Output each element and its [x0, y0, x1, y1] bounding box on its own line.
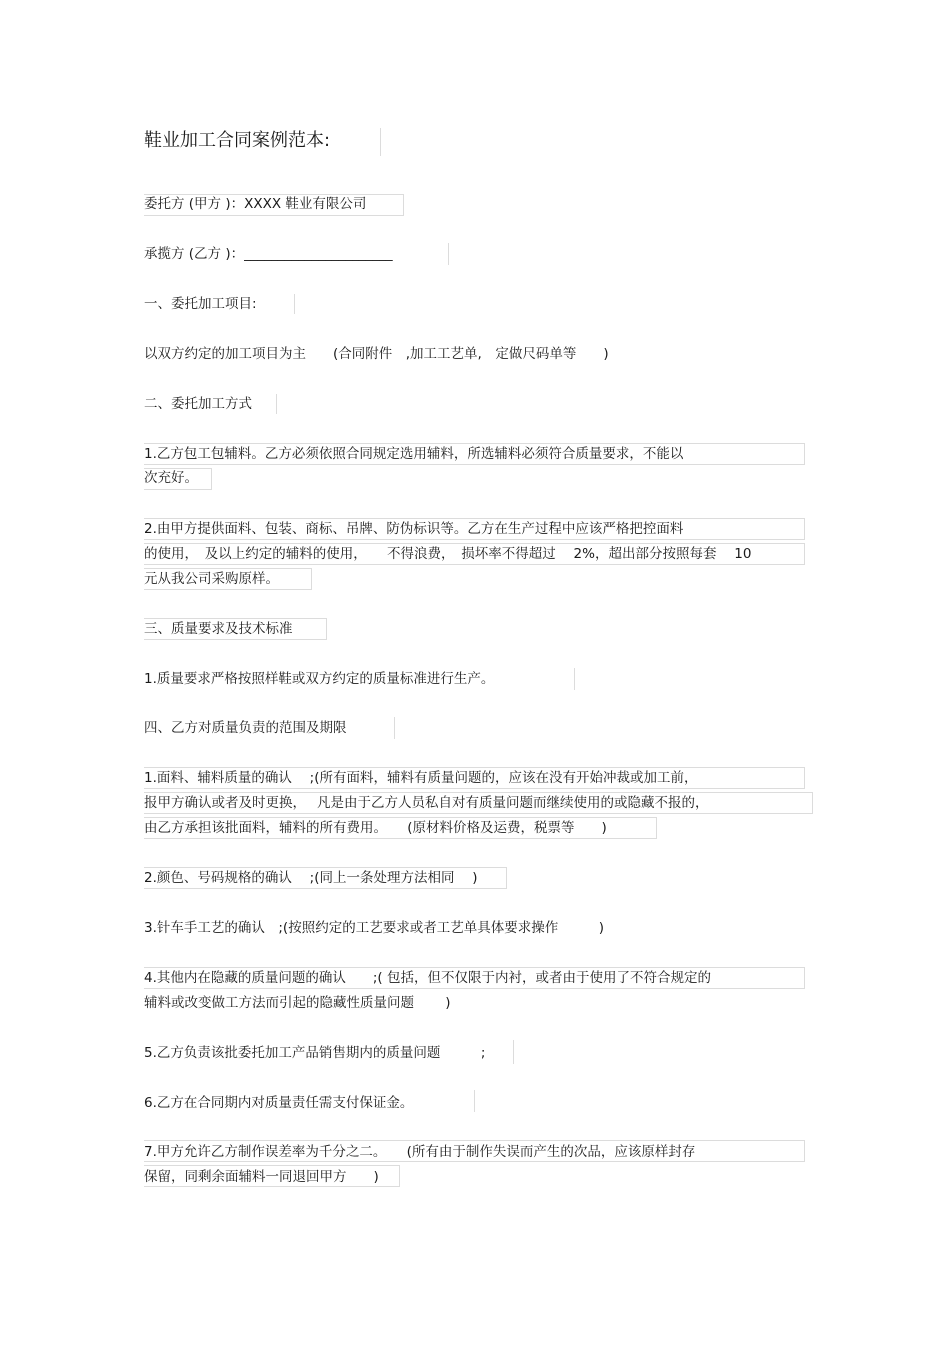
- section-2-item-2-line-1: 2.由甲方提供面料、包装、商标、吊牌、防伪标识等。乙方在生产过程中应该严格把控面料: [144, 521, 684, 537]
- section-2-heading: 二、委托加工方式: [144, 396, 252, 412]
- section-2-item-1-line-2: 次充好。: [144, 470, 198, 486]
- section-4-item-4-line-2: 辅料或改变做工方法而引起的隐藏性质量问题 ): [144, 995, 451, 1011]
- section-3-item-1: 1.质量要求严格按照样鞋或双方约定的质量标准进行生产。: [144, 671, 495, 687]
- party-b-line: 承揽方 (乙方 )：______________________: [144, 246, 393, 262]
- section-2-item-2-line-2: 的使用， 及以上约定的辅料的使用， 不得浪费， 损坏率不得超过 2%，超出部分按照每套 10: [144, 546, 752, 562]
- section-1-heading: 一、委托加工项目:: [144, 296, 257, 312]
- section-4-item-7-line-1: 7.甲方允许乙方制作误差率为千分之二。 (所有由于制作失误而产生的次品，应该原样封存: [144, 1144, 696, 1160]
- party-a-line: 委托方 (甲方 )：XXXX 鞋业有限公司: [144, 196, 367, 212]
- section-4-item-7-line-2: 保留，同剩余面辅料一同退回甲方 ): [144, 1169, 379, 1185]
- section-1-text: 以双方约定的加工项目为主 (合同附件 ,加工工艺单, 定做尺码单等 ): [144, 346, 609, 362]
- section-4-heading: 四、乙方对质量负责的范围及期限: [144, 720, 347, 736]
- section-4-item-1-line-1: 1.面料、辅料质量的确认 ;(所有面料，辅料有质量问题的，应该在没有开始冲裁或加工前，: [144, 770, 698, 786]
- section-4-item-5: 5.乙方负责该批委托加工产品销售期内的质量问题 ;: [144, 1045, 486, 1061]
- document-title: 鞋业加工合同案例范本:: [144, 130, 331, 151]
- section-4-item-6: 6.乙方在合同期内对质量责任需支付保证金。: [144, 1095, 414, 1111]
- section-4-item-1-line-3: 由乙方承担该批面料，辅料的所有费用。 (原材料价格及运费，税票等 ): [144, 820, 607, 836]
- section-2-item-2-line-3: 元从我公司采购原样。: [144, 571, 279, 587]
- section-4-item-1-line-2: 报甲方确认或者及时更换， 凡是由于乙方人员私自对有质量问题而继续使用的或隐藏不报的，: [144, 795, 709, 811]
- section-2-item-1-line-1: 1.乙方包工包辅料。乙方必须依照合同规定选用辅料，所选辅料必须符合质量要求，不能以: [144, 446, 684, 462]
- section-4-item-2: 2.颜色、号码规格的确认 ;(同上一条处理方法相同 ): [144, 870, 478, 886]
- section-4-item-4-line-1: 4.其他内在隐藏的质量问题的确认 ;( 包括，但不仅限于内衬，或者由于使用了不符合规定的: [144, 970, 711, 986]
- section-3-heading: 三、质量要求及技术标准: [144, 621, 293, 637]
- section-4-item-3: 3.针车手工艺的确认 ;(按照约定的工艺要求或者工艺单具体要求操作 ): [144, 920, 604, 936]
